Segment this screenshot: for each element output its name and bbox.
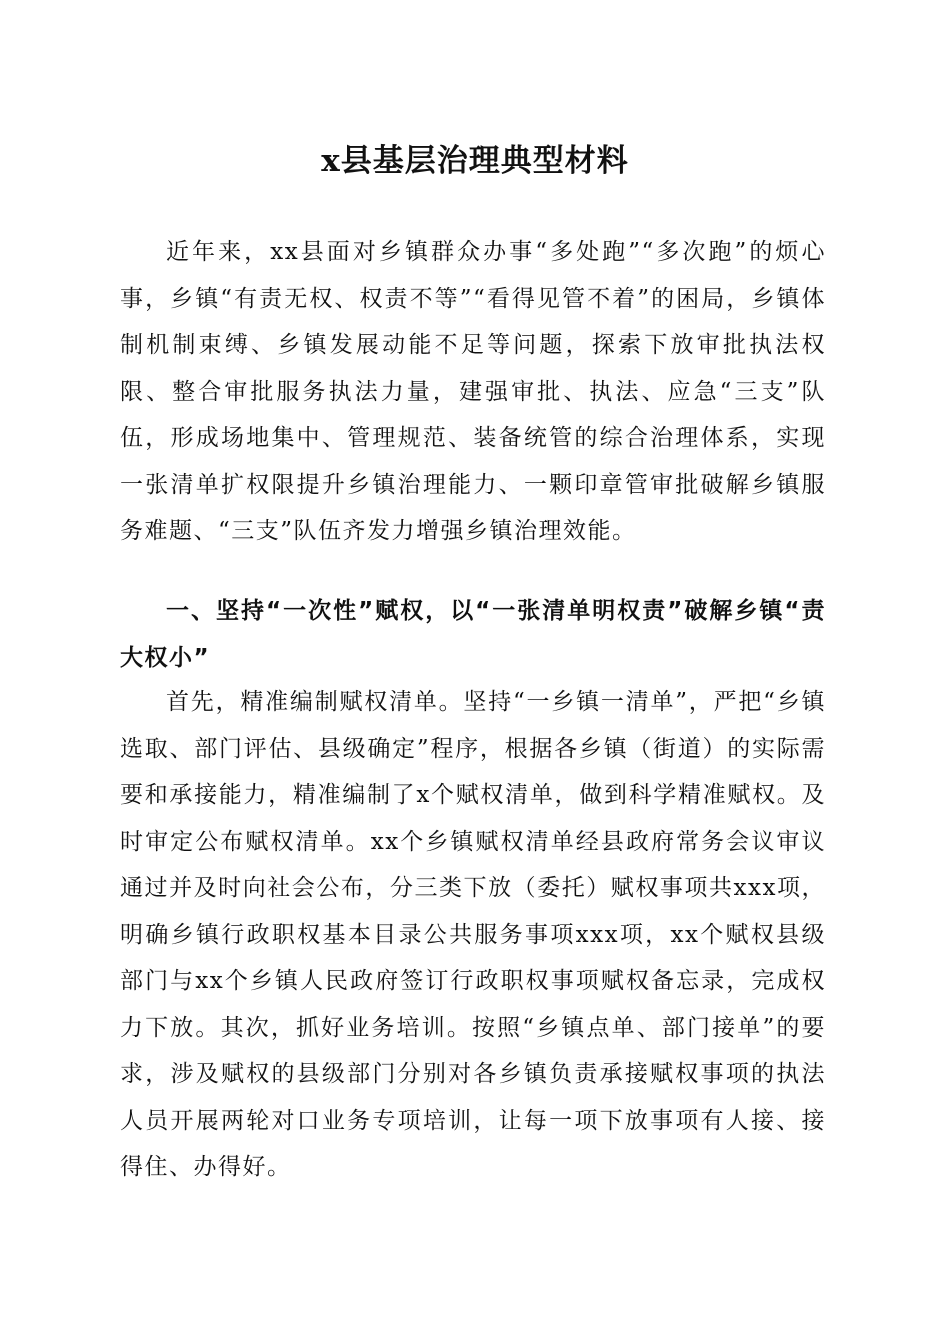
- intro-paragraph: 近年来，xx县面对乡镇群众办事“多处跑”“多次跑”的烦心事，乡镇“有责无权、权责不等”“看得见管不着”的困局，乡镇体制机制束缚、乡镇发展动能不足等问题，探索下放审批执法权限、整合审批服务执法力量，建强审批、执法、应急“三支”队伍，形成场地集中、管理规范、装备统管的综合治理体系，实现一张清单扩权限提升乡镇治理能力、一颗印章管审批破解乡镇服务难题、“三支”队伍齐发力增强乡镇治理效能。: [120, 239, 826, 544]
- section-heading: 一、坚持“一次性”赋权，以“一张清单明权责”破解乡镇“责大权小”: [120, 598, 826, 671]
- document-title: x县基层治理典型材料: [321, 143, 629, 179]
- section-paragraph: 首先，精准编制赋权清单。坚持“一乡镇一清单”，严把“乡镇选取、部门评估、县级确定”程序，根据各乡镇（街道）的实际需要和承接能力，精准编制了x个赋权清单，做到科学精准赋权。及时审定公布赋权清单。xx个乡镇赋权清单经县政府常务会议审议通过并及时向社会公布，分三类下放（委托）赋权事项共xxx项，明确乡镇行政职权基本目录公共服务事项xxx项，xx个赋权县级部门与xx个乡镇人民政府签订行政职权事项赋权备忘录，完成权力下放。其次，抓好业务培训。按照“乡镇点单、部门接单”的要求，涉及赋权的县级部门分别对各乡镇负责承接赋权事项的执法人员开展两轮对口业务专项培训，让每一项下放事项有人接、接得住、办得好。: [120, 689, 826, 1180]
